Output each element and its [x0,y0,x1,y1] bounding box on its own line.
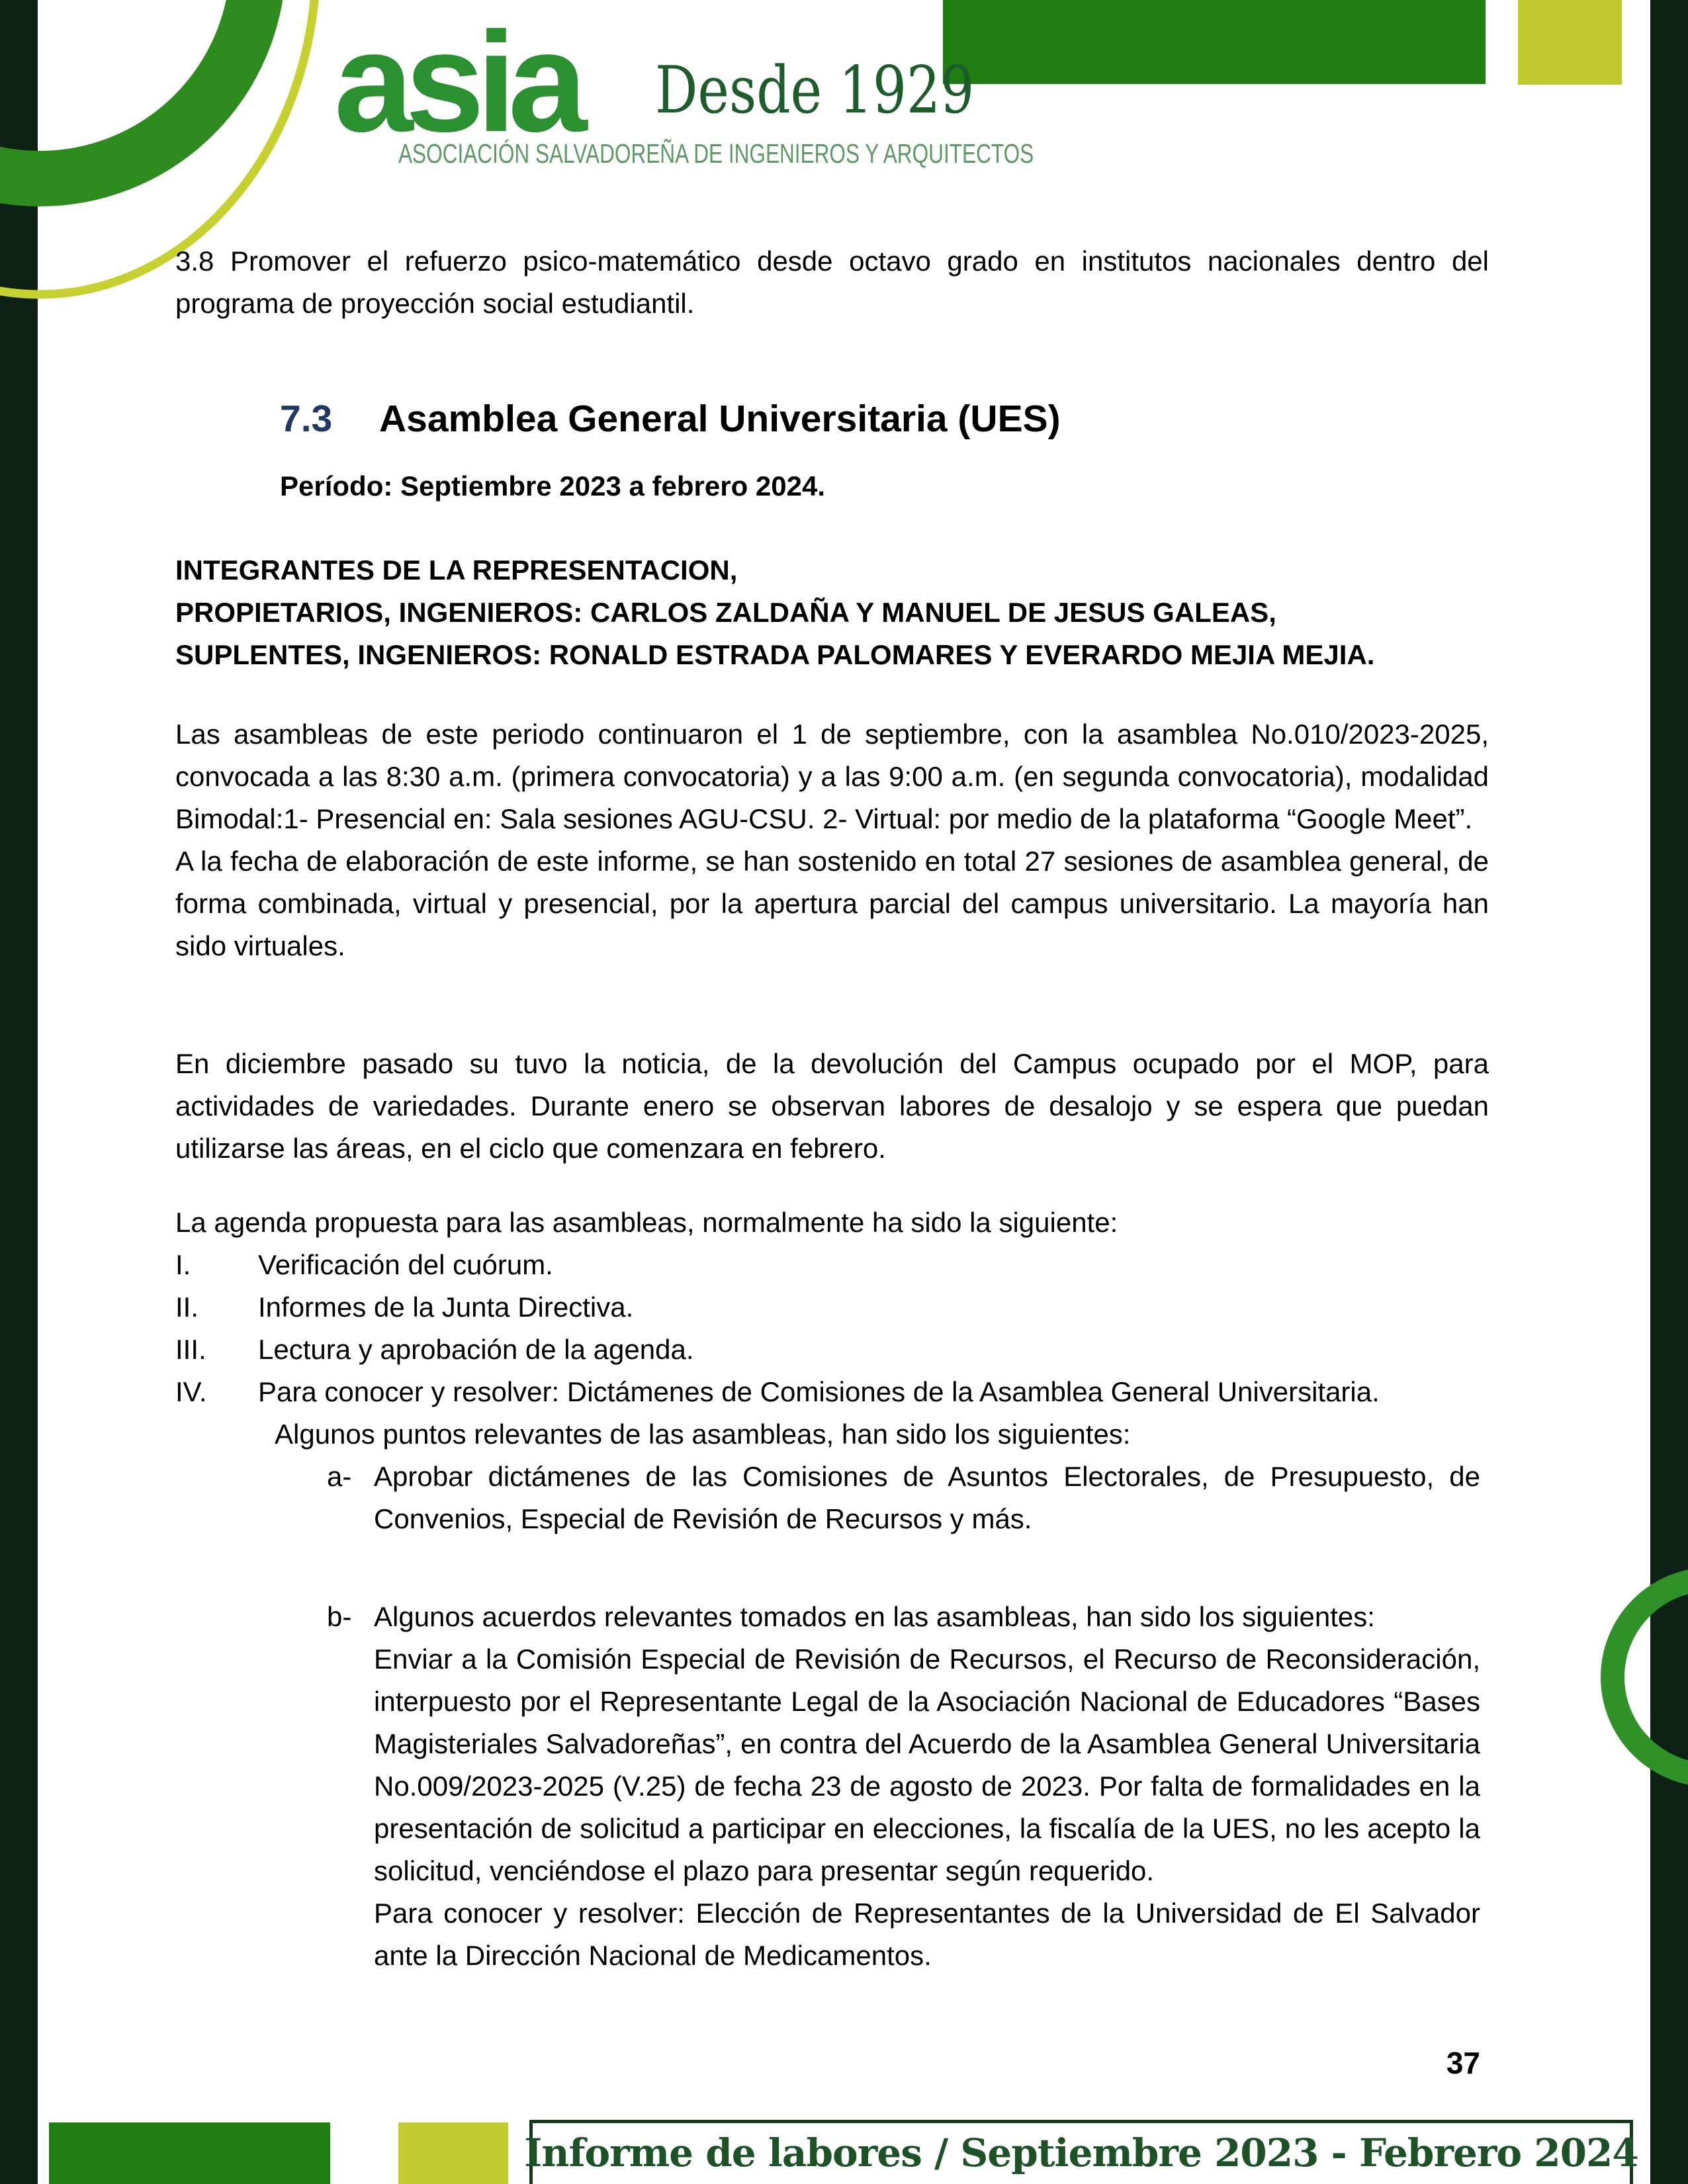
left-edge-bar [0,0,38,2184]
footer-banner [524,2120,1638,2184]
point-b [327,1596,1480,1977]
section-title: Asamblea General Universitaria (UES) [379,398,1061,440]
agenda-list [175,1244,1489,1413]
paragraph-december: En diciembre pasado su tuvo la noticia, de la devolución del Campus ocupado por el MOP, para actividades de variedades. Durante enero se observan labores de desalojo y se espera que puedan utilizarse las áreas, en el ciclo que comenzara en febrero. [175,1048,1489,1164]
agenda-item [175,1244,1489,1286]
members-block [175,549,1489,676]
agenda-text: Verificación del cuórum. [258,1249,553,1280]
logo-tagline: ASOCIACIÓN SALVADOREÑA DE INGENIEROS Y ARQUITECTOS [398,138,1034,169]
paragraph-3-8: 3.8 Promover el refuerzo psico-matemático desde octavo grado en institutos nacionales dentro del programa de proyección social estudiantil. [175,245,1489,319]
agenda-numeral: I. [175,1249,191,1280]
members-line: INTEGRANTES DE LA REPRESENTACION, [175,554,738,586]
point-a-marker: a- [327,1461,352,1492]
members-line: PROPIETARIOS, INGENIEROS: CARLOS ZALDAÑA Y MANUEL DE JESUS GALEAS, [175,597,1276,628]
point-b-paragraph: Para conocer y resolver: Elección de Representantes de la Universidad de El Salvador ante la Dirección Nacional de Medicamentos. [374,1898,1480,1971]
point-a [327,1456,1480,1540]
footer-banner-text: Informe de labores / Septiembre 2023 - Febrero 2024 [524,2130,1638,2175]
agenda-text: Para conocer y resolver: Dictámenes de Comisiones de la Asamblea General Universitaria. [258,1376,1380,1407]
agenda-text: Lectura y aprobación de la agenda. [258,1334,694,1365]
agenda-item [175,1371,1489,1413]
point-b-marker: b- [327,1601,352,1632]
corner-ring-decoration [1581,1555,1688,1800]
logo-since-1929: Desde 1929 [655,53,975,128]
points-intro: Algunos puntos relevantes de las asambleas, han sido los siguientes: [275,1419,1131,1450]
members-line: SUPLENTES, INGENIEROS: RONALD ESTRADA PALOMARES Y EVERARDO MEJIA MEJIA. [175,639,1375,670]
agenda-intro: La agenda propuesta para las asambleas, normalmente ha sido la siguiente: [175,1207,1118,1238]
point-a-text: Aprobar dictámenes de las Comisiones de Asuntos Electorales, de Presupuesto, de Convenios, Especial de Revisión de Recursos y más. [374,1461,1480,1534]
agenda-item [175,1329,1489,1371]
asia-logo: asia [334,2,580,161]
agenda-item [175,1286,1489,1329]
paragraph-report: A la fecha de elaboración de este informe, se han sostenido en total 27 sesiones de asamblea general, de forma combinada, virtual y presencial, por la apertura parcial del campus universitario. La mayoría han sido virtuales. [175,846,1489,961]
assemblies-block [175,713,1489,967]
footer-yellow-block [398,2122,508,2184]
period-line: Período: Septiembre 2023 a febrero 2024. [280,470,826,502]
section-number: 7.3 [280,398,333,440]
right-edge-bar [1650,0,1688,2184]
paragraph-assemblies: Las asambleas de este periodo continuaron el 1 de septiembre, con la asamblea No.010/2023-2025, convocada a las 8:30 a.m. (primera convocatoria) y a las 9:00 a.m. (en segunda convocatoria), modalidad Bimodal:1- Presencial en: Sala sesiones AGU-CSU. 2- Virtual: por medio de la plataforma “Google Meet”. [175,719,1489,834]
point-b-intro: Algunos acuerdos relevantes tomados en las asambleas, han sido los siguientes: [374,1601,1375,1632]
header-yellow-block [1518,0,1622,85]
agenda-numeral: IV. [175,1376,207,1407]
header-green-block [943,0,1486,84]
agenda-text: Informes de la Junta Directiva. [258,1291,634,1323]
agenda-numeral: III. [175,1334,206,1365]
section-heading [280,396,1061,442]
agenda-numeral: II. [175,1291,199,1323]
footer-green-block [49,2122,330,2184]
page-number: 37 [1446,2046,1480,2080]
point-b-paragraph: Enviar a la Comisión Especial de Revisión de Recursos, el Recurso de Reconsideración, interpuesto por el Representante Legal de la Asociación Nacional de Educadores “Bases Magisteriales Salvadoreñas”, en contra del Acuerdo de la Asamblea General Universitaria No.009/2023-2025 (V.25) de fecha 23 de agosto de 2023. Por falta de formalidades en la presentación de solicitud a participar en elecciones, la fiscalía de la UES, no les acepto la solicitud, venciéndose el plazo para presentar según requerido. [374,1643,1480,1886]
